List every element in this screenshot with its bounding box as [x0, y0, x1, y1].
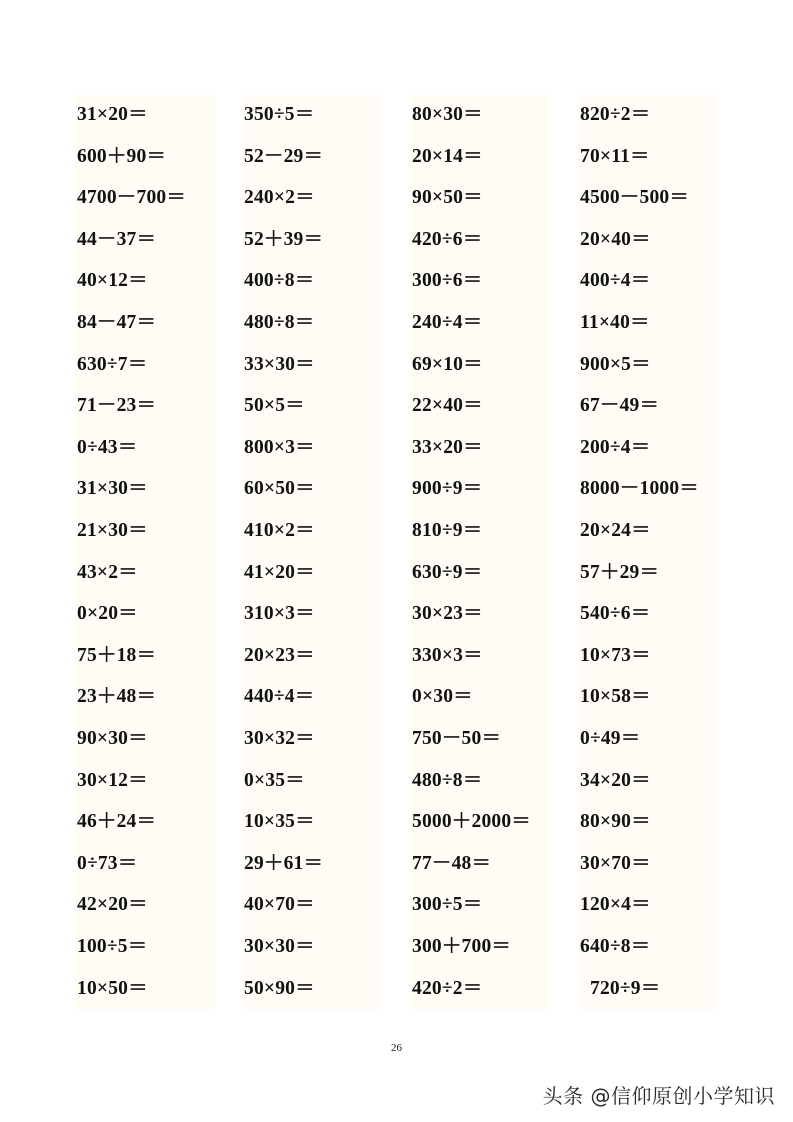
math-problem: 410×2＝	[244, 520, 315, 541]
math-problem: 0÷49＝	[580, 728, 641, 749]
math-problem: 120×4＝	[580, 894, 651, 916]
math-problem: 100÷5＝	[77, 936, 148, 957]
math-problem: 900×5＝	[580, 353, 651, 375]
math-problem: 43×2＝	[77, 561, 138, 583]
math-problem: 400÷8＝	[244, 270, 315, 292]
math-problem: 30×23＝	[412, 603, 483, 625]
math-problem: 34×20＝	[580, 769, 651, 791]
math-problem: 10×35＝	[244, 811, 315, 833]
math-problem: 40×12＝	[77, 270, 148, 292]
math-problem: 20×23＝	[244, 644, 315, 666]
problem-column-1	[75, 95, 215, 1010]
math-problem: 4700－700＝	[77, 187, 187, 209]
page-number: 26	[391, 1042, 402, 1054]
math-problem: 300÷5＝	[412, 894, 483, 916]
math-problem: 20×14＝	[412, 145, 483, 167]
math-problem: 10×73＝	[580, 644, 651, 666]
math-problem: 8000－1000＝	[580, 478, 699, 500]
math-problem: 31×30＝	[77, 478, 148, 500]
math-problem: 810÷9＝	[412, 520, 483, 541]
math-problem: 820÷2＝	[580, 104, 651, 125]
math-problem: 400÷4＝	[580, 270, 651, 292]
math-problem: 480÷8＝	[412, 769, 483, 791]
math-problem: 350÷5＝	[244, 104, 315, 125]
math-problem: 67－49＝	[580, 395, 660, 417]
math-problem: 11×40＝	[580, 312, 650, 333]
math-problem: 20×40＝	[580, 228, 651, 250]
math-problem: 300＋700＝	[412, 936, 512, 957]
math-problem: 800×3＝	[244, 436, 315, 458]
math-problem: 69×10＝	[412, 353, 483, 375]
math-problem: 900÷9＝	[412, 478, 483, 500]
math-problem: 420÷6＝	[412, 228, 483, 250]
math-problem: 440÷4＝	[244, 686, 315, 708]
math-problem: 31×20＝	[77, 104, 148, 125]
math-problem: 71－23＝	[77, 395, 157, 417]
math-problem: 0×20＝	[77, 603, 138, 625]
math-problem: 80×30＝	[412, 104, 483, 125]
math-problem: 30×32＝	[244, 728, 315, 749]
math-problem: 0÷43＝	[77, 436, 138, 458]
math-problem: 75＋18＝	[77, 644, 157, 666]
math-problem: 630÷9＝	[412, 561, 483, 583]
math-problem: 77－48＝	[412, 852, 492, 874]
math-problem: 240÷4＝	[412, 312, 483, 333]
math-problem: 80×90＝	[580, 811, 651, 833]
problem-column-3	[410, 95, 550, 1010]
math-problem: 33×20＝	[412, 436, 483, 458]
math-problem: 0×30＝	[412, 686, 473, 708]
math-problem: 540÷6＝	[580, 603, 651, 625]
math-problem: 20×24＝	[580, 520, 651, 541]
math-problem: 50×5＝	[244, 395, 305, 417]
math-problem: 630÷7＝	[77, 353, 148, 375]
math-problem: 30×70＝	[580, 852, 651, 874]
math-problem: 4500－500＝	[580, 187, 690, 209]
math-problem: 300÷6＝	[412, 270, 483, 292]
math-problem: 84－47＝	[77, 312, 157, 333]
problem-column-2	[242, 95, 382, 1010]
math-problem: 57＋29＝	[580, 561, 660, 583]
math-problem: 30×30＝	[244, 936, 315, 957]
math-problem: 60×50＝	[244, 478, 315, 500]
math-problem: 29＋61＝	[244, 852, 324, 874]
math-problem: 200÷4＝	[580, 436, 651, 458]
math-problem: 23＋48＝	[77, 686, 157, 708]
math-problem: 330×3＝	[412, 644, 483, 666]
math-problem: 90×50＝	[412, 187, 483, 209]
math-problem: 0×35＝	[244, 769, 305, 791]
math-problem: 44－37＝	[77, 228, 157, 250]
math-problem: 480÷8＝	[244, 312, 315, 333]
math-problem: 41×20＝	[244, 561, 315, 583]
problem-column-4	[578, 95, 718, 1010]
math-problem: 240×2＝	[244, 187, 315, 209]
math-problem: 30×12＝	[77, 769, 148, 791]
math-problem: 21×30＝	[77, 520, 148, 541]
math-problem: 750－50＝	[412, 728, 502, 749]
math-problem: 52＋39＝	[244, 228, 324, 250]
math-problem: 70×11＝	[580, 145, 650, 167]
math-problem: 310×3＝	[244, 603, 315, 625]
math-problem: 10×50＝	[77, 977, 148, 999]
math-problem: 0÷73＝	[77, 852, 138, 874]
math-problem: 720÷9＝	[590, 977, 661, 999]
math-problem: 46＋24＝	[77, 811, 157, 833]
math-problem: 10×58＝	[580, 686, 651, 708]
math-problem: 90×30＝	[77, 728, 148, 749]
math-problem: 600＋90＝	[77, 145, 167, 167]
math-problem: 42×20＝	[77, 894, 148, 916]
math-problem: 40×70＝	[244, 894, 315, 916]
watermark-text: 头条 @信仰原创小学知识	[542, 1084, 775, 1108]
math-problem: 52－29＝	[244, 145, 324, 167]
math-problem: 5000＋2000＝	[412, 811, 531, 833]
math-problem: 420÷2＝	[412, 977, 483, 999]
math-problem: 50×90＝	[244, 977, 315, 999]
math-problem: 640÷8＝	[580, 936, 651, 957]
math-problem: 33×30＝	[244, 353, 315, 375]
math-problem: 22×40＝	[412, 395, 483, 417]
